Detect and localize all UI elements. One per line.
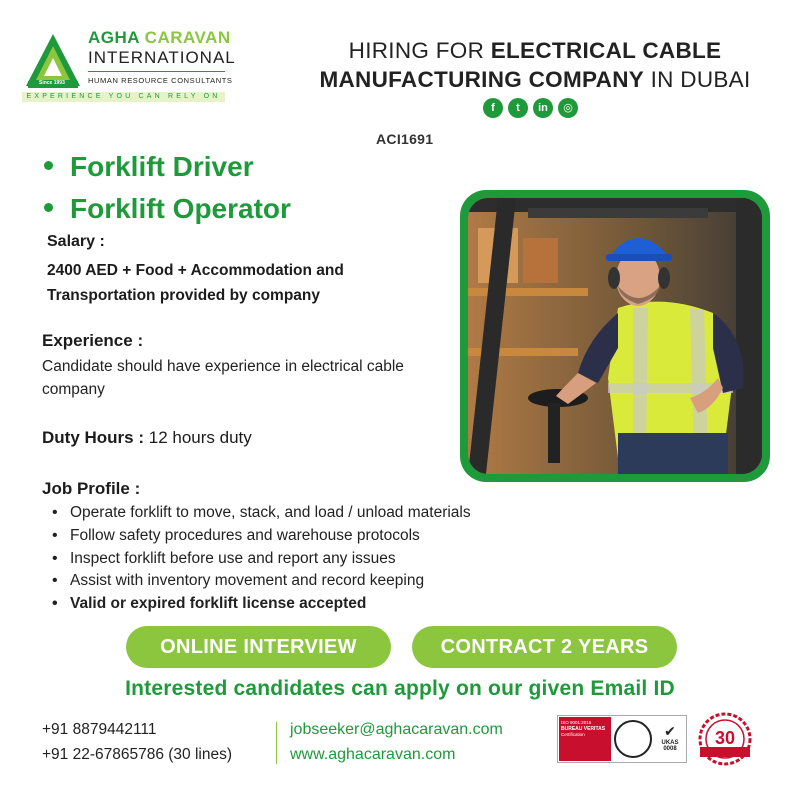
contract-badge: CONTRACT 2 YEARS [412,626,677,668]
list-item: • Valid or expired forklift license accepted [52,593,471,616]
duty-hours [42,428,252,448]
logo-since: Since 1993 [39,80,65,86]
website-link[interactable]: www.aghacaravan.com [290,746,456,763]
duty-hours-value: 12 hours duty [148,428,252,447]
bureau-veritas-seal-icon [614,720,652,758]
logo-divider [88,71,225,72]
position-title: Forklift Driver [70,151,254,182]
list-item: • Assist with inventory movement and record keeping [52,570,471,593]
list-item: • Inspect forklift before use and report any issues [52,548,471,571]
brand-subtitle: HUMAN RESOURCE CONSULTANTS [88,76,233,85]
brand-name-line2: INTERNATIONAL [88,48,236,67]
forklift-driver-photo [468,198,762,474]
job-profile-label: Job Profile : [42,479,141,498]
bullet-icon [44,203,53,212]
linkedin-icon[interactable]: in [533,98,553,118]
instagram-icon[interactable]: ◎ [558,98,578,118]
brand-tagline: EXPERIENCE YOU CAN RELY ON [22,92,225,102]
salary-value: 2400 AED + Food + Accommodation and Transportation provided by company [47,262,344,304]
bullet-icon [44,161,53,170]
brand-name-line1 [88,28,231,48]
position-item [44,188,291,230]
online-contacts [290,717,503,767]
page-headline [290,36,780,94]
position-title: Forklift Operator [70,193,291,224]
phone-primary[interactable]: +91 8879442111 [42,721,157,738]
facebook-icon[interactable]: f [483,98,503,118]
anniversary-number: 30 [714,728,736,748]
experience-text: Candidate should have experience in electrical cable company [42,358,404,398]
brand-name-part1: AGHA [88,28,140,47]
phone-numbers [42,717,232,767]
headline-company: ELECTRICAL CABLE MANUFACTURING COMPANY [319,38,722,92]
brand-name-part2: CARAVAN [144,28,231,47]
salary-label: Salary : [47,233,105,250]
headline-prefix: HIRING FOR [348,38,485,63]
call-to-action: Interested candidates can apply on our given Email ID [125,677,675,700]
footer-divider [276,722,277,764]
online-interview-badge: ONLINE INTERVIEW [126,626,391,668]
30-years-anniversary-badge-icon [694,711,756,767]
twitter-icon[interactable]: t [508,98,528,118]
position-list [44,146,291,230]
job-code: ACI1691 [376,131,434,147]
experience-label: Experience : [42,331,144,350]
duty-hours-label: Duty Hours : [42,428,144,447]
cert-label: Certification [561,732,585,737]
email-link[interactable]: jobseeker@aghacaravan.com [290,721,503,738]
job-profile-list [52,502,471,616]
list-item: • Follow safety procedures and warehouse protocols [52,525,471,548]
ukas-mark [656,722,684,758]
bureau-veritas-panel [559,717,611,761]
position-item [44,146,291,188]
iso-label: ISO 9001:2015 [561,720,592,725]
photo-frame [460,190,770,482]
phone-landline[interactable]: +91 22-67865786 (30 lines) [42,746,233,763]
social-links [483,98,578,118]
ukas-label: UKAS [661,740,679,746]
ukas-check-icon: ✔ [664,723,676,739]
list-item: • Operate forklift to move, stack, and load / unload materials [52,502,471,525]
bureau-label: BUREAU VERITAS [561,726,606,732]
forklift-driver-illustration [468,198,762,474]
headline-suffix: IN DUBAI [650,67,751,92]
iso-certification-badge [557,715,687,763]
ukas-code: 0008 [663,746,677,752]
